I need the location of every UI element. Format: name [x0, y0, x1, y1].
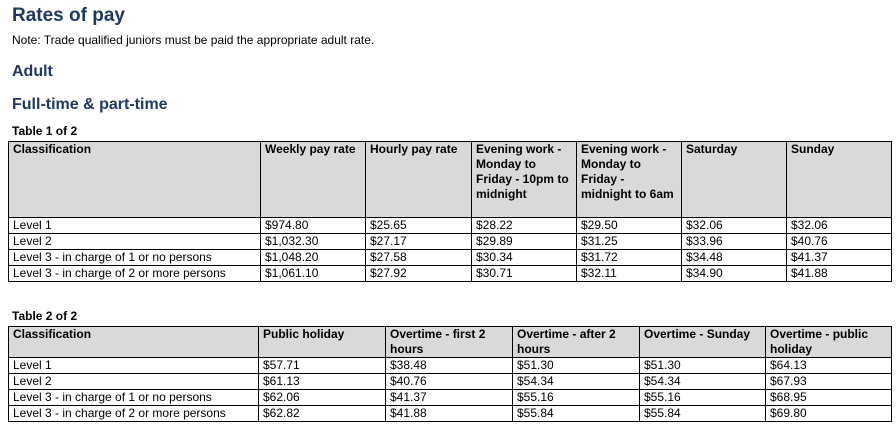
table-2-caption: Table 2 of 2 [12, 309, 78, 323]
table-header-row [9, 142, 892, 218]
table-cell: $64.13 [766, 358, 892, 374]
table-cell: $54.34 [513, 374, 640, 390]
table-header-row [9, 327, 892, 358]
table-cell: $974.80 [261, 218, 366, 234]
table-cell: $29.50 [577, 218, 682, 234]
table-cell: $1,061.10 [261, 266, 366, 282]
table-cell: $41.37 [787, 250, 892, 266]
table-cell: $41.88 [386, 406, 513, 422]
table-cell: $62.06 [259, 390, 386, 406]
table-cell: $32.11 [577, 266, 682, 282]
column-header: Evening work - Monday to Friday - 10pm to midnight [472, 142, 577, 218]
table-1-caption: Table 1 of 2 [12, 124, 78, 138]
table-cell: $67.93 [766, 374, 892, 390]
table-cell: $29.89 [472, 234, 577, 250]
column-header: Evening work - Monday to Friday - midnight to 6am [577, 142, 682, 218]
table-cell: Level 3 - in charge of 2 or more persons [9, 266, 261, 282]
table-cell: $1,048.20 [261, 250, 366, 266]
table-cell: $33.96 [682, 234, 787, 250]
table-cell: $34.48 [682, 250, 787, 266]
column-header: Classification [9, 142, 261, 218]
table-row [9, 374, 892, 390]
table-cell: $38.48 [386, 358, 513, 374]
table-cell: $30.34 [472, 250, 577, 266]
table-cell: $57.71 [259, 358, 386, 374]
table-cell: $61.13 [259, 374, 386, 390]
table-cell: $41.37 [386, 390, 513, 406]
table-cell: $54.34 [640, 374, 766, 390]
table-cell: $31.25 [577, 234, 682, 250]
table-cell: $55.16 [640, 390, 766, 406]
table-cell: $1,032.30 [261, 234, 366, 250]
table-row [9, 250, 892, 266]
column-header: Weekly pay rate [261, 142, 366, 218]
table-cell: $41.88 [787, 266, 892, 282]
table-cell: $69.80 [766, 406, 892, 422]
column-header: Saturday [682, 142, 787, 218]
column-header: Hourly pay rate [366, 142, 472, 218]
column-header: Public holiday [259, 327, 386, 358]
table-cell: $28.22 [472, 218, 577, 234]
table-cell: $31.72 [577, 250, 682, 266]
table-cell: Level 2 [9, 374, 259, 390]
table-cell: $27.58 [366, 250, 472, 266]
table-row [9, 234, 892, 250]
table-row [9, 266, 892, 282]
table-cell: $55.84 [640, 406, 766, 422]
section-heading-adult: Adult [12, 63, 53, 80]
table-cell: Level 3 - in charge of 2 or more persons [9, 406, 259, 422]
column-header: Overtime - after 2 hours [513, 327, 640, 358]
table-cell: $32.06 [787, 218, 892, 234]
table-cell: $27.92 [366, 266, 472, 282]
table-row [9, 218, 892, 234]
page-title: Rates of pay [12, 5, 125, 26]
column-header: Overtime - first 2 hours [386, 327, 513, 358]
table-cell: Level 3 - in charge of 1 or no persons [9, 250, 261, 266]
table-cell: $55.16 [513, 390, 640, 406]
table-cell: $32.06 [682, 218, 787, 234]
table-cell: $30.71 [472, 266, 577, 282]
table-row [9, 358, 892, 374]
table-row [9, 390, 892, 406]
table-cell: $68.95 [766, 390, 892, 406]
table-cell: $34.90 [682, 266, 787, 282]
table-cell: $55.84 [513, 406, 640, 422]
table-cell: $51.30 [640, 358, 766, 374]
table-cell: $27.17 [366, 234, 472, 250]
table-row [9, 406, 892, 422]
table-cell: $51.30 [513, 358, 640, 374]
table-cell: $62.82 [259, 406, 386, 422]
table-cell: Level 3 - in charge of 1 or no persons [9, 390, 259, 406]
table-cell: Level 1 [9, 358, 259, 374]
table-cell: Level 2 [9, 234, 261, 250]
note-text: Note: Trade qualified juniors must be paid the appropriate adult rate. [12, 33, 375, 47]
table-cell: $25.65 [366, 218, 472, 234]
rates-table-2 [8, 326, 892, 422]
column-header: Overtime - Sunday [640, 327, 766, 358]
table-cell: $40.76 [787, 234, 892, 250]
table-cell: $40.76 [386, 374, 513, 390]
column-header: Overtime - public holiday [766, 327, 892, 358]
rates-table-1 [8, 141, 892, 282]
column-header: Sunday [787, 142, 892, 218]
table-cell: Level 1 [9, 218, 261, 234]
subsection-heading-full-time-part-time: Full-time & part-time [12, 96, 168, 113]
column-header: Classification [9, 327, 259, 358]
